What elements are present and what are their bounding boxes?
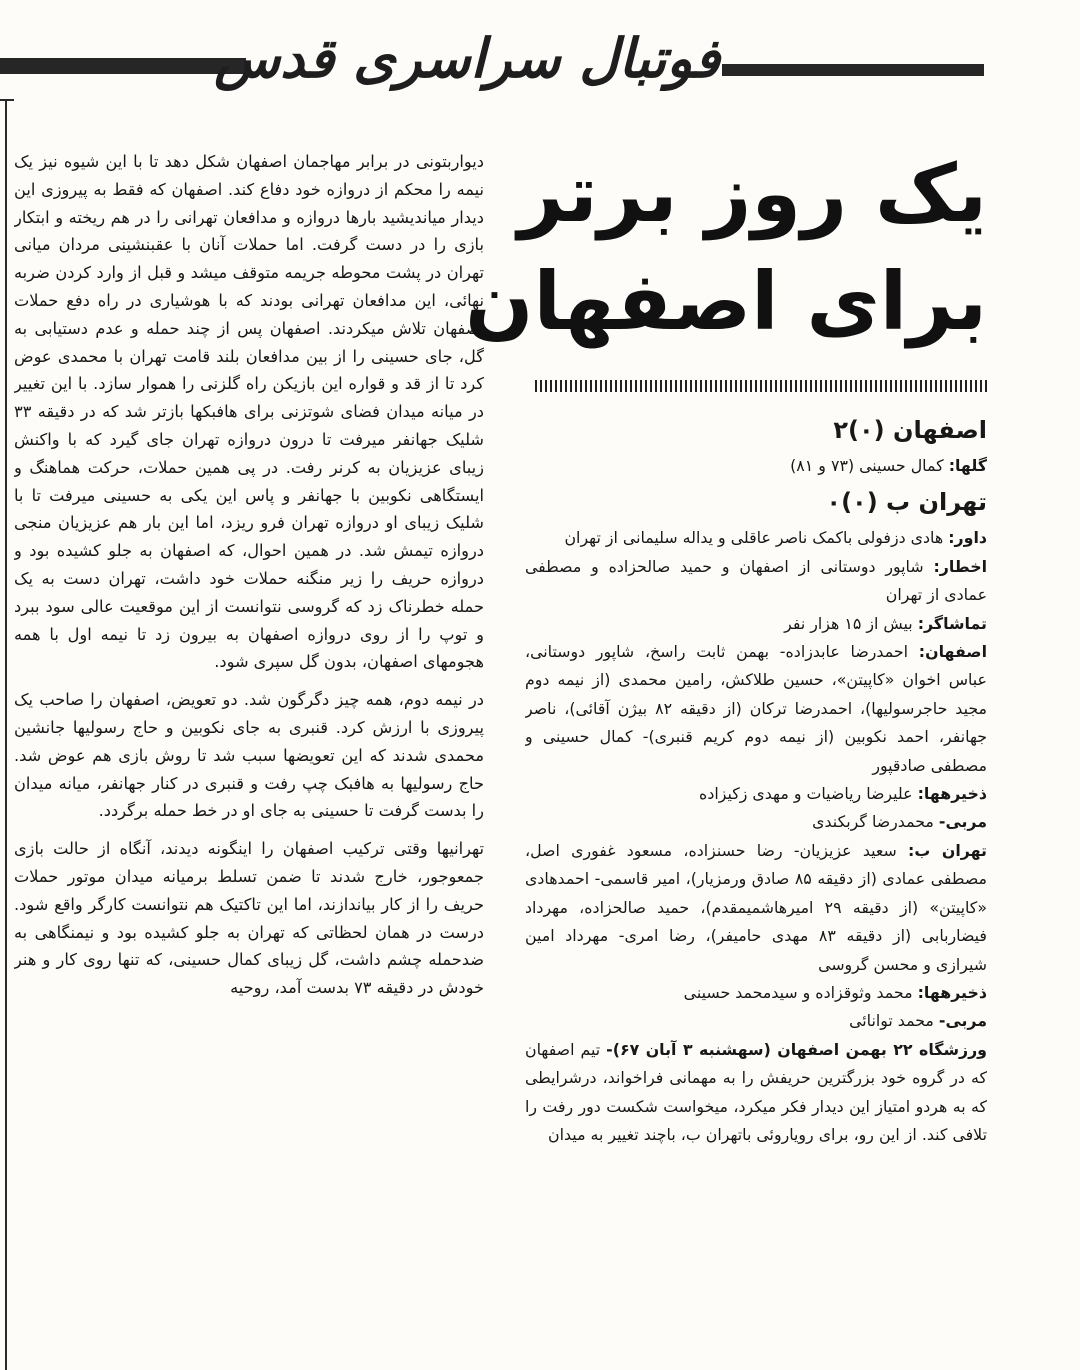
- isfahan-subs-label: ذخیرهها:: [917, 784, 987, 804]
- goals-line: [525, 452, 987, 480]
- section-title: فوتبال سراسری قدس: [214, 26, 720, 90]
- isfahan-coach: محمدرضا گربکندی: [812, 812, 934, 832]
- isfahan-label: اصفهان:: [918, 642, 987, 662]
- tehran-subs: محمد وثوقزاده و سیدمحمد حسینی: [683, 982, 913, 1002]
- article-paragraph-1: دیواربتونی در برابر مهاجمان اصفهان شکل دهد تا با این شیوه نیز یک نیمه را محکم از دروازه خود دفاع کند. اصفهان که فقط به پیروزی این دیدار میاندیشید بارها دروازه و مدافعان تهرانی را در هم ریخته و ابتکار بازی را در دست گرفت. اما حملات آنان با عقبنشینی مردان میانی تهران در پشت محوطه جریمه متوقف میشد و قبل از وارد کردن ضربه نهائی، این مدافعان تهرانی بودند که با هوشیاری در راه دفع حملات اصفهان تلاش میکردند. اصفهان پس از چند حمله و عدم دستیابی به گل، جای حسینی را از بین مدافعان بلند قامت تهران با محمدی عوض کرد تا از قد و قواره این بازیکن راه گلزنی را هموار سازد. با این تغییر در میانه میدان فضای شوتزنی برای هافبکها بازتر شد که در دقیقه ۳۳ شلیک جهانفر میرفت تا درون دروازه تهران جای گیرد که با واکنش زیبای عزیزیان به کرنر رفت. در پی همین حملات، حرکت هماهنگ و ایستگاهی نکوبین با جهانفر و پاس این یکی به حسینی میرفت تا با شلیک زیبای او دروازه تهران فرو ریزد، اما این بار هم عزیزیان منجی دروازه تیمش شد. در همین احوال، که اصفهان به جلو کشیده بود و دروازه حریف را زیر منگنه حملات خود داشت، تهران دست به یک حمله خطرناک زد که گروسی نتوانست از این موقعیت عالی سود ببرد و توپ را از روی دروازه اصفهان به بیرون زد تا نیمه اول با همه هجومهای اصفهان، بدون گل سپری شود.: [14, 152, 484, 672]
- article-paragraph-2: در نیمه دوم، همه چیز دگرگون شد. دو تعویض، اصفهان را صاحب یک پیروزی با ارزش کرد. قنبری به جای نکوبین و حاج رسولیها جانشین محمدی شدند که این تعویضها سبب شد تا روش بازی هم عوض شد. حاج رسولیها به هافبک چپ رفت و قنبری در کنار جهانفر، میانه میدان را بدست گرفت تا حسینی به جای او در خط حمله برگردد.: [14, 690, 484, 821]
- headline-line-1: یک روز برتر: [517, 147, 987, 240]
- referee-line: [525, 524, 987, 552]
- isfahan-lineup-line: [525, 638, 987, 780]
- isfahan-subs-line: [525, 780, 987, 808]
- header-bar-right: [722, 64, 984, 76]
- dotted-separator: [535, 380, 987, 392]
- match-facts: [525, 408, 987, 1368]
- warnings-label: اخطار:: [933, 556, 987, 576]
- tehran-coach: محمد توانائی: [849, 1011, 934, 1031]
- tehran-lineup: سعید عزیزیان- رضا حسنزاده، مسعود غفوری اصل، مصطفی عمادی (از دقیقه ۸۵ صادق ورمزیار)، امیر قاسمی- احمدهادی «کاپیتن» (از دقیقه ۲۹ امیرهاشمیمقدم)، حمید صالحزاده، مهرداد فیضاربابی (از دقیقه ۸۳ مهدی حامیفر)، رضا امری- مهرداد امین شیرازی و محسن گروسی: [525, 840, 987, 974]
- goals-label: گلها:: [948, 456, 987, 475]
- spectators-text: بیش از ۱۵ هزار نفر: [784, 613, 913, 633]
- article-body: [14, 148, 484, 1370]
- spectators-label: تماشاگر:: [917, 613, 987, 633]
- tehran-subs-label: ذخیرهها:: [917, 982, 987, 1002]
- headline-line-2: برای اصفهان: [465, 255, 987, 348]
- warnings-line: [525, 553, 987, 610]
- stadium-line: [525, 1036, 987, 1150]
- article-paragraph-3: تهرانیها وقتی ترکیب اصفهان را اینگونه دیدند، آنگاه از حالت بازی جمعوجور، خارج شدند تا ضمن تسلط برمیانه میدان موتور حملات حریف را از کار بیاندازند، اما این تاکتیک هم نتوانست کارگر واقع شود. درست در همان لحظاتی که تهران به جلو کشیده بود و نیمنگاهی به ضدحمله چشم داشت، گل زیبای کمال حسینی، که تنها روی کار و هنر خودش در دقیقه ۷۳ بدست آمد، روحیه: [14, 839, 484, 998]
- tehran-subs-line: [525, 979, 987, 1007]
- section-header: [0, 0, 1080, 110]
- header-bar-left: [0, 58, 246, 74]
- stadium-text: ورزشگاه ۲۲ بهمن اصفهان (سهشنبه ۳ آبان ۶۷)-: [606, 1039, 987, 1059]
- column-rule-top: [0, 99, 14, 101]
- team2-score: تهران ب (۰)۰: [826, 488, 987, 517]
- team1-score: اصفهان (۰)۲: [833, 416, 987, 444]
- tehran-lineup-line: [525, 837, 987, 979]
- goals-text: کمال حسینی (۷۳ و ۸۱): [790, 456, 944, 475]
- isfahan-lineup: احمدرضا عابدزاده- بهمن ثابت راسخ، شاپور دوستانی، عباس اخوان «کاپیتن»، حسین طلاکش، رامین محمدی (از نیمه دوم مجید حاجرسولیها)، احمدرضا ترکان (از دقیقه ۸۲ بیژن آقائی)، ناصر جهانفر، احمد نکوبین (از نیمه دوم کریم قنبری)- کمال حسینی و مصطفی صادقپور: [525, 642, 987, 775]
- headline: [465, 140, 987, 356]
- isfahan-coach-line: [525, 808, 987, 836]
- referee-text: هادی دزفولی باکمک ناصر عاقلی و یداله سلیمانی از تهران: [564, 528, 944, 548]
- intro-text: تیم اصفهان که در گروه خود بزرگترین حریفش را به مهمانی فراخواند، درشرایطی که به هردو امتیاز این دیدار فکر میکرد، میخواست شکست دور رفت را تلافی کند. از این رو، برای رویاروئی باتهران ب، باچند تغییر به میدان: [525, 1039, 987, 1144]
- isfahan-coach-label: مربی-: [938, 812, 987, 832]
- column-rule: [5, 100, 7, 1370]
- warnings-text: شاپور دوستانی از اصفهان و حمید صالحزاده و مصطفی عمادی از تهران: [525, 556, 987, 605]
- tehran-coach-label: مربی-: [938, 1011, 987, 1031]
- tehran-coach-line: [525, 1007, 987, 1035]
- spectators-line: [525, 610, 987, 638]
- tehran-label: تهران ب:: [908, 840, 987, 860]
- isfahan-subs: علیرضا ریاضیات و مهدی زکیزاده: [699, 784, 913, 804]
- referee-label: داور:: [948, 528, 987, 548]
- match-column: [465, 140, 987, 1370]
